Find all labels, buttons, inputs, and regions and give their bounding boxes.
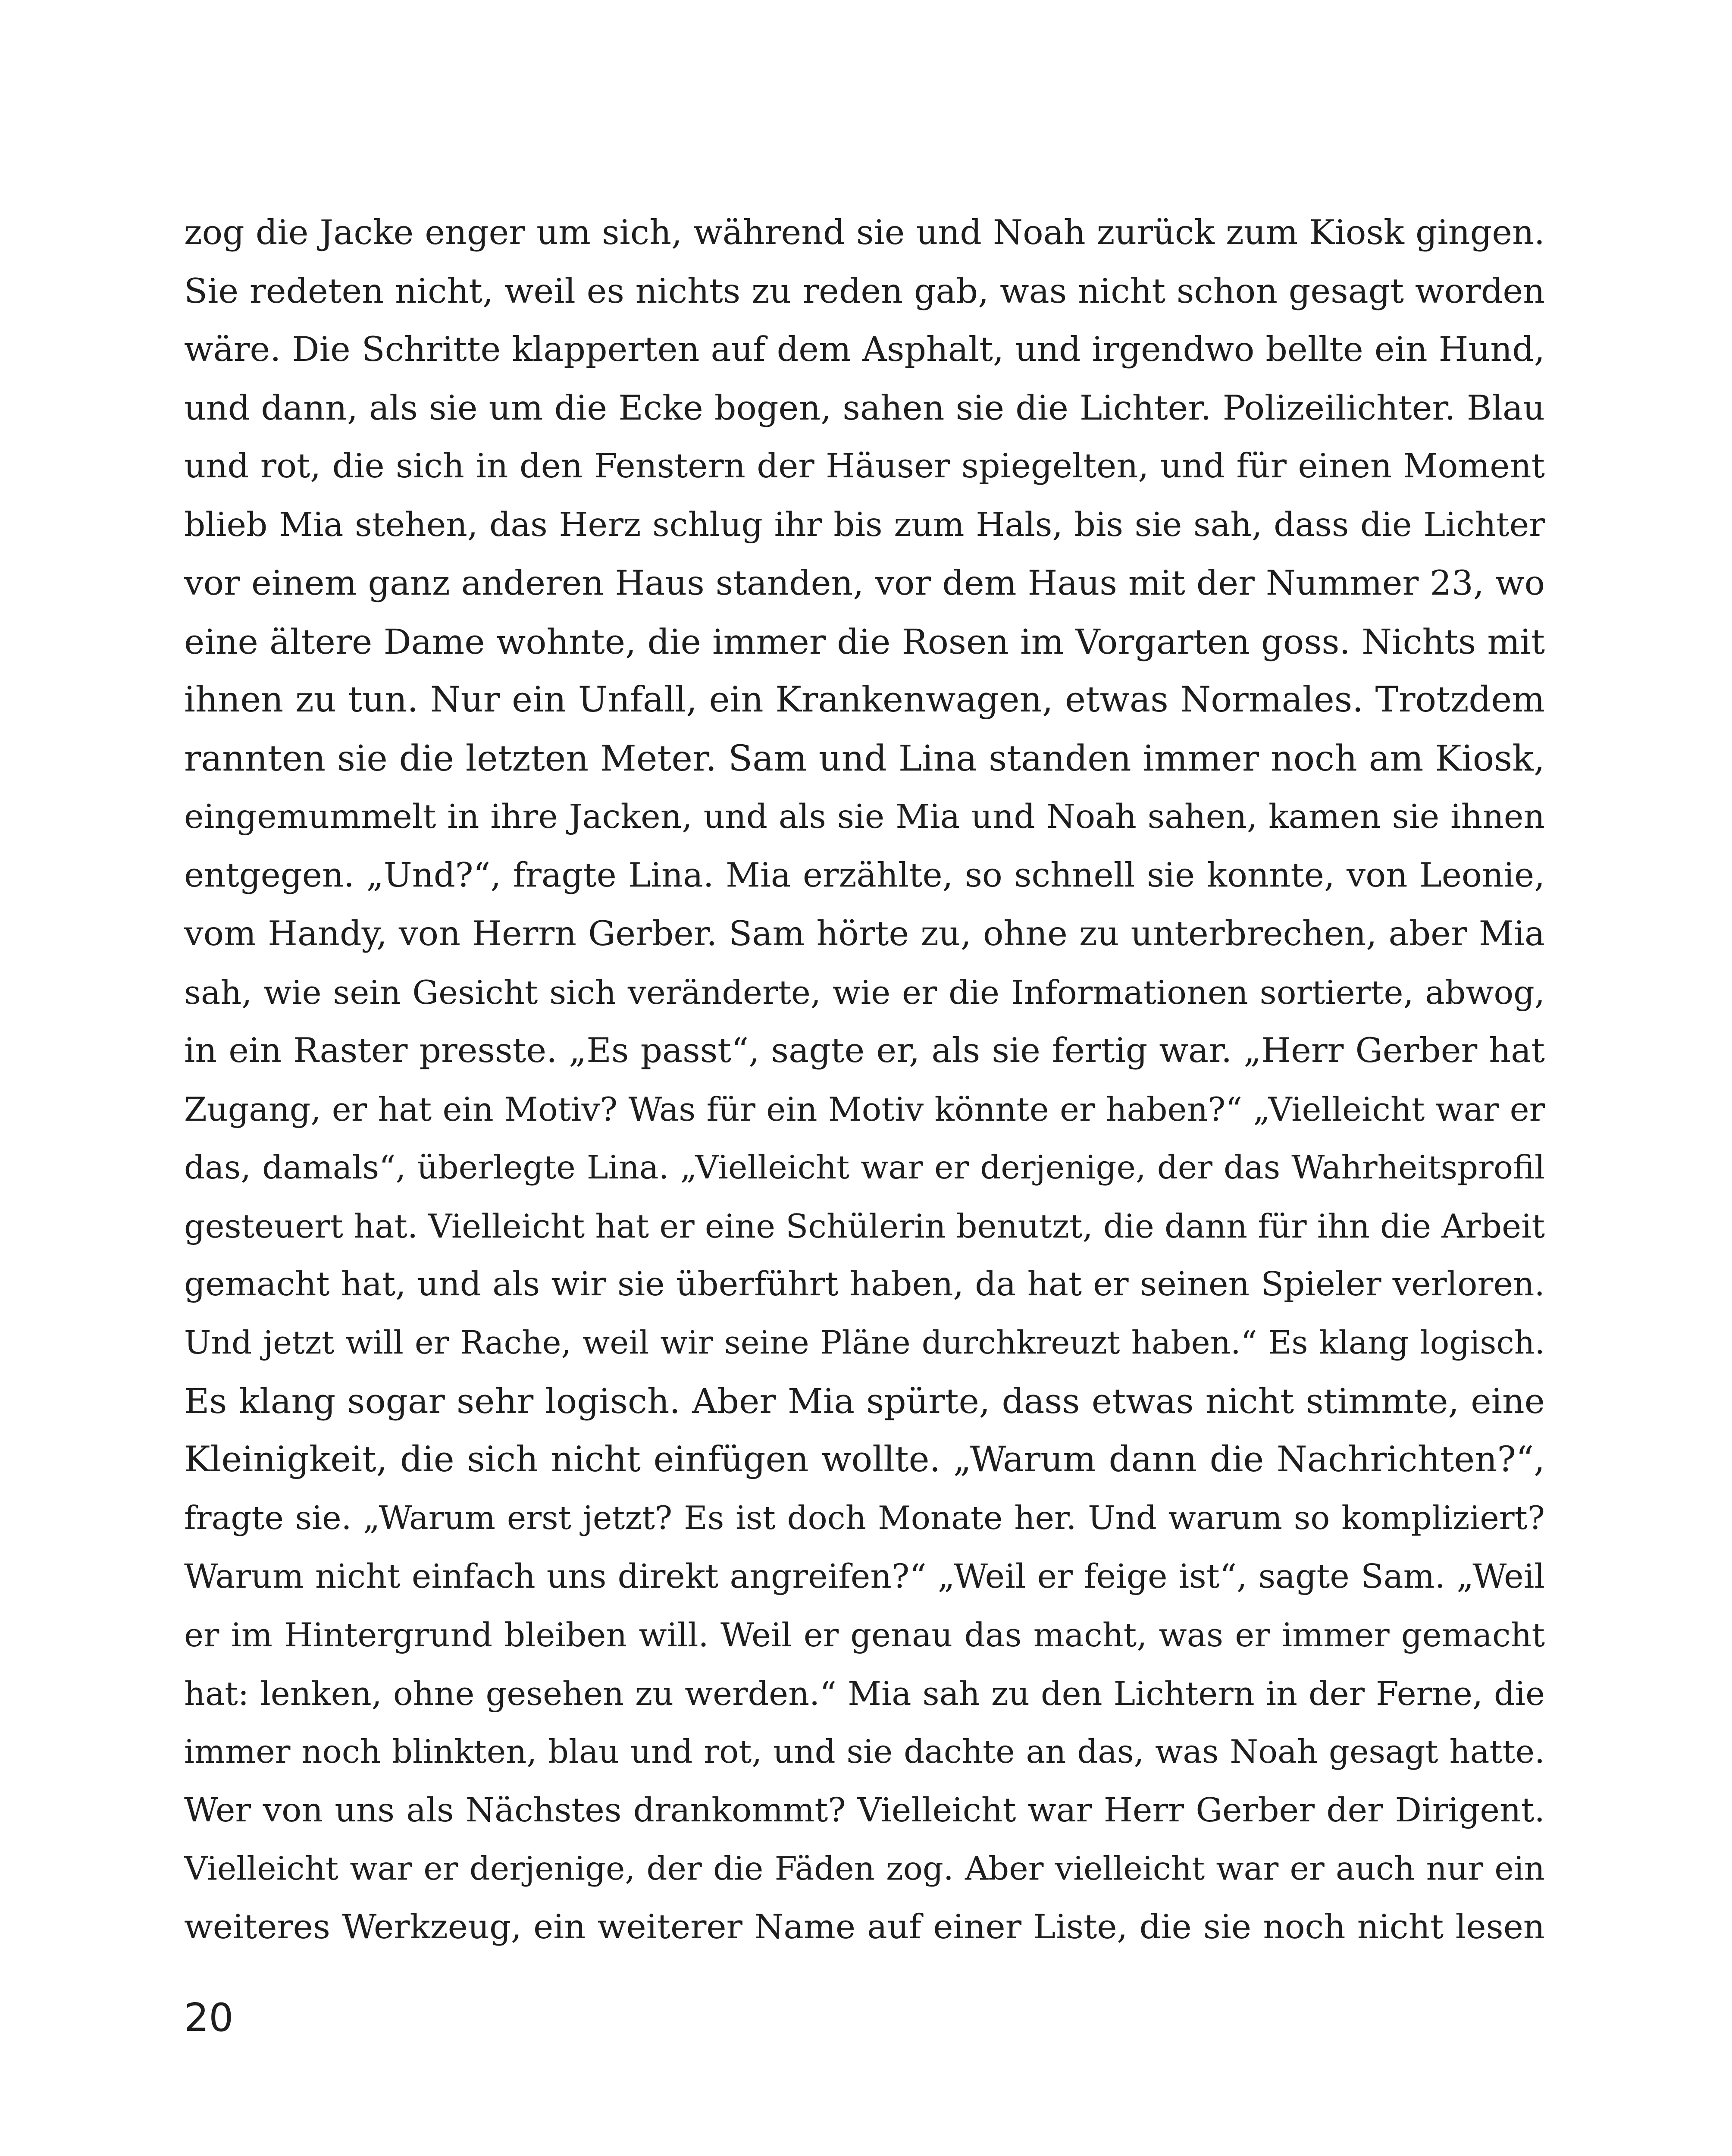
text-line: Vielleicht war er derjenige, der die Fäden zog. Aber vielleicht war er auch nur ein bbox=[184, 1849, 1545, 1887]
text-line: vom Handy, von Herrn Gerber. Sam hörte zu, ohne zu unterbrechen, aber Mia bbox=[184, 914, 1545, 953]
text-line: weiteres Werkzeug, ein weiterer Name auf einer Liste, die sie noch nicht lesen bbox=[184, 1907, 1545, 1946]
text-line: und dann, als sie um die Ecke bogen, sahen sie die Lichter. Polizeilichter. Blau bbox=[184, 388, 1545, 428]
text-line: ihnen zu tun. Nur ein Unfall, ein Krankenwagen, etwas Normales. Trotzdem bbox=[184, 680, 1545, 720]
text-line: Kleinigkeit, die sich nicht einfügen wollte. „Warum dann die Nachrichten?“, bbox=[184, 1439, 1545, 1480]
text-line: gesteuert hat. Vielleicht hat er eine Schülerin benutzt, die dann für ihn die Arbeit bbox=[184, 1206, 1545, 1245]
text-line: und rot, die sich in den Fenstern der Häuser spiegelten, und für einen Moment bbox=[184, 447, 1545, 486]
text-line: wäre. Die Schritte klapperten auf dem Asphalt, und irgendwo bellte ein Hund, bbox=[184, 329, 1545, 369]
text-line: immer noch blinkten, blau und rot, und sie dachte an das, was Noah gesagt hatte. bbox=[184, 1733, 1545, 1771]
text-line: Warum nicht einfach uns direkt angreifen?“ „Weil er feige ist“, sagte Sam. „Weil bbox=[184, 1557, 1545, 1596]
text-line: hat: lenken, ohne gesehen zu werden.“ Mia sah zu den Lichtern in der Ferne, die bbox=[184, 1674, 1545, 1713]
text-line: Und jetzt will er Rache, weil wir seine Pläne durchkreuzt haben.“ Es klang logisch. bbox=[184, 1324, 1545, 1361]
text-line: Wer von uns als Nächstes drankommt? Vielleicht war Herr Gerber der Dirigent. bbox=[184, 1791, 1545, 1830]
text-line: rannten sie die letzten Meter. Sam und Lina standen immer noch am Kiosk, bbox=[184, 738, 1545, 779]
text-line: zog die Jacke enger um sich, während sie und Noah zurück zum Kiosk gingen. bbox=[184, 213, 1545, 252]
text-line: er im Hintergrund bleiben will. Weil er genau das macht, was er immer gemacht bbox=[184, 1616, 1545, 1654]
page-number: 20 bbox=[184, 1995, 234, 2040]
text-line: blieb Mia stehen, das Herz schlug ihr bis zum Hals, bis sie sah, dass die Lichter bbox=[184, 505, 1545, 544]
text-line: vor einem ganz anderen Haus standen, vor dem Haus mit der Nummer 23, wo bbox=[184, 563, 1545, 603]
text-line: Es klang sogar sehr logisch. Aber Mia spürte, dass etwas nicht stimmte, eine bbox=[184, 1381, 1545, 1421]
text-line: in ein Raster presste. „Es passt“, sagte er, als sie fertig war. „Herr Gerber hat bbox=[184, 1031, 1545, 1070]
text-line: eingemummelt in ihre Jacken, und als sie Mia und Noah sahen, kamen sie ihnen bbox=[184, 798, 1545, 836]
text-line: Sie redeten nicht, weil es nichts zu reden gab, was nicht schon gesagt worden bbox=[184, 271, 1545, 311]
text-line: sah, wie sein Gesicht sich veränderte, wie er die Informationen sortierte, abwog, bbox=[184, 973, 1545, 1012]
text-line: das, damals“, überlegte Lina. „Vielleicht war er derjenige, der das Wahrheitsprofil bbox=[184, 1148, 1545, 1186]
text-line: gemacht hat, und als wir sie überführt haben, da hat er seinen Spieler verloren. bbox=[184, 1265, 1545, 1304]
text-line: fragte sie. „Warum erst jetzt? Es ist doch Monate her. Und warum so kompliziert? bbox=[184, 1499, 1545, 1537]
text-line: Zugang, er hat ein Motiv? Was für ein Motiv könnte er haben?“ „Vielleicht war er bbox=[184, 1090, 1545, 1128]
body-text bbox=[184, 204, 1545, 1956]
text-line: eine ältere Dame wohnte, die immer die Rosen im Vorgarten goss. Nichts mit bbox=[184, 621, 1545, 662]
text-line: entgegen. „Und?“, fragte Lina. Mia erzählte, so schnell sie konnte, von Leonie, bbox=[184, 856, 1545, 895]
